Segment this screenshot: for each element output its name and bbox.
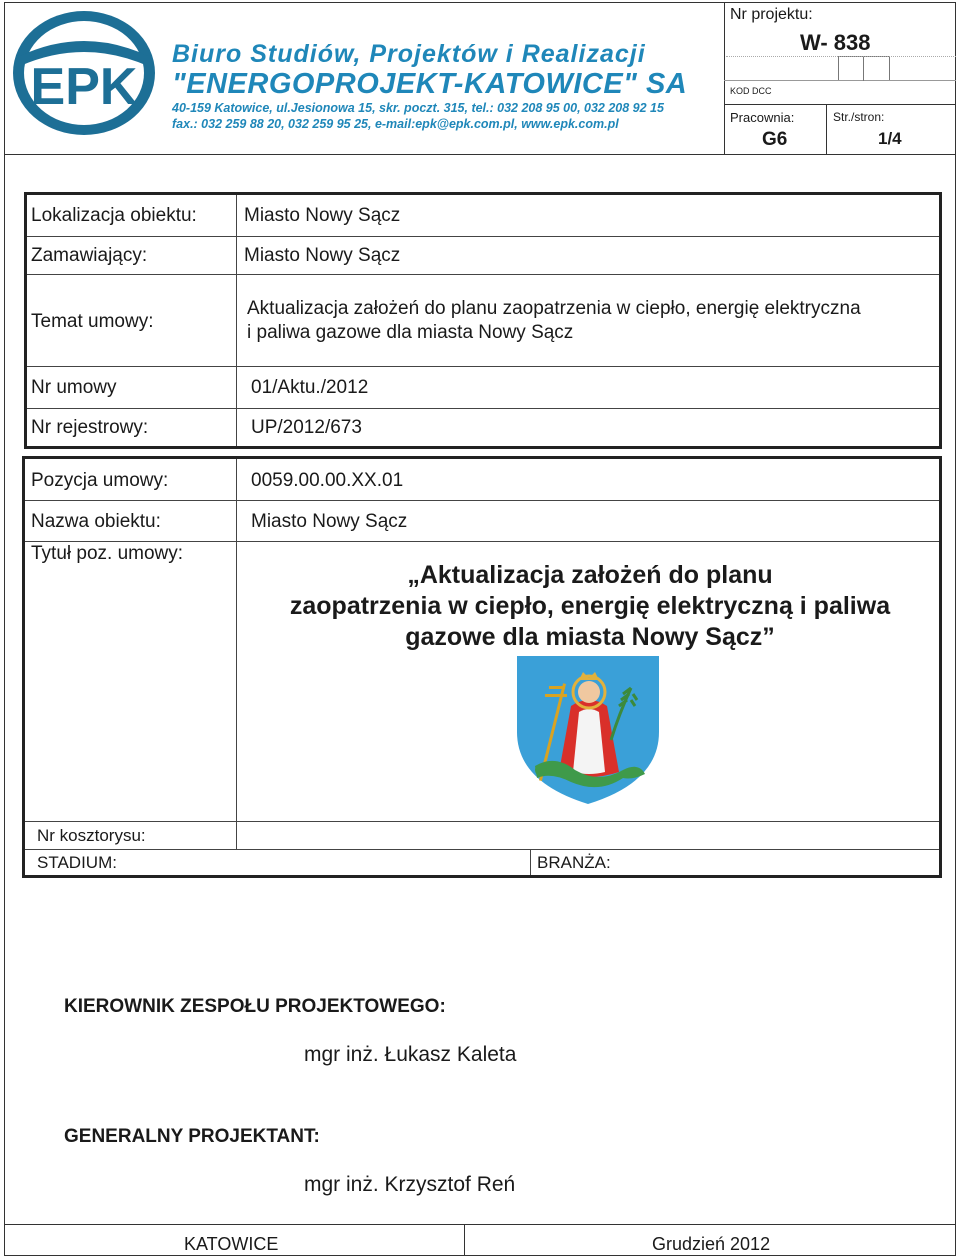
header-row-divider bbox=[724, 104, 956, 105]
nr-projektu-label: Nr projektu: bbox=[730, 6, 813, 23]
kod-dcc-label: KOD DCC bbox=[730, 86, 772, 96]
company-name: Biuro Studiów, Projektów i Realizacji bbox=[172, 40, 646, 68]
header-col-divider bbox=[826, 104, 827, 154]
temat-value-line2: i paliwa gazowe dla miasta Nowy Sącz bbox=[247, 322, 574, 343]
epk-logo bbox=[10, 8, 158, 138]
document-title-line2: zaopatrzenia w ciepło, energię elektryczną i paliwa bbox=[289, 592, 891, 620]
header-divider bbox=[724, 2, 725, 154]
document-title-line1: „Aktualizacja założeń do planu bbox=[407, 561, 773, 589]
table2-col-divider bbox=[236, 459, 237, 821]
pozycja-label: Pozycja umowy: bbox=[31, 470, 169, 491]
pozycja-value: 0059.00.00.XX.01 bbox=[251, 470, 404, 491]
strony-value: 1/4 bbox=[878, 129, 902, 148]
epk-logo-text: EPK bbox=[30, 58, 138, 116]
document-title-line3: gazowe dla miasta Nowy Sącz” bbox=[405, 623, 775, 651]
zamawiajacy-label: Zamawiający: bbox=[31, 245, 148, 266]
tytul-label: Tytuł poz. umowy: bbox=[31, 543, 184, 564]
footer-top-border bbox=[4, 1224, 956, 1225]
nr-projektu-underline bbox=[726, 56, 956, 57]
company-brand: "ENERGOPROJEKT-KATOWICE" SA bbox=[172, 68, 688, 100]
document-title bbox=[240, 560, 940, 653]
stadium-label: STADIUM: bbox=[37, 853, 117, 872]
temat-value-line1: Aktualizacja założeń do planu zaopatrzenia w ciepło, energię elektryczna bbox=[247, 298, 861, 319]
header-bottom-border bbox=[4, 154, 956, 155]
nazwa-obiektu-value: Miasto Nowy Sącz bbox=[251, 511, 408, 532]
pracownia-value: G6 bbox=[762, 129, 788, 150]
kierownik-label: KIEROWNIK ZESPOŁU PROJEKTOWEGO: bbox=[64, 996, 446, 1017]
lokalizacja-label: Lokalizacja obiektu: bbox=[31, 205, 197, 226]
zamawiajacy-value: Miasto Nowy Sącz bbox=[244, 245, 401, 266]
nazwa-obiektu-label: Nazwa obiektu: bbox=[31, 511, 161, 532]
nr-rejestrowy-label: Nr rejestrowy: bbox=[31, 417, 149, 438]
nr-kosztorysu-label: Nr kosztorysu: bbox=[37, 826, 146, 845]
lokalizacja-value: Miasto Nowy Sącz bbox=[244, 205, 401, 226]
nr-projektu-value: W- 838 bbox=[800, 30, 871, 55]
nr-umowy-value: 01/Aktu./2012 bbox=[251, 377, 369, 398]
footer-date: Grudzień 2012 bbox=[652, 1234, 771, 1254]
company-contact: fax.: 032 259 88 20, 032 259 95 25, e-mail:epk@epk.com.pl, www.epk.com.pl bbox=[172, 117, 619, 131]
contract-info-table bbox=[24, 192, 942, 449]
kod-dcc-line bbox=[724, 80, 956, 81]
company-block bbox=[172, 40, 722, 132]
strony-label: Str./stron: bbox=[833, 110, 885, 124]
generalny-name: mgr inż. Krzysztof Reń bbox=[304, 1173, 516, 1196]
pracownia-label: Pracownia: bbox=[730, 110, 795, 125]
footer-city: KATOWICE bbox=[184, 1234, 279, 1254]
company-address: 40-159 Katowice, ul.Jesionowa 15, skr. poczt. 315, tel.: 032 208 95 00, 032 208 92 15 bbox=[172, 101, 664, 115]
kierownik-name: mgr inż. Łukasz Kaleta bbox=[304, 1043, 517, 1066]
branza-label: BRANŻA: bbox=[537, 853, 611, 872]
kod-dcc-cells bbox=[838, 56, 890, 80]
nr-rejestrowy-value: UP/2012/673 bbox=[251, 417, 362, 438]
footer-divider bbox=[464, 1224, 465, 1256]
nr-umowy-label: Nr umowy bbox=[31, 377, 117, 398]
coat-of-arms-icon bbox=[515, 654, 661, 806]
temat-label: Temat umowy: bbox=[31, 311, 154, 332]
generalny-label: GENERALNY PROJEKTANT: bbox=[64, 1126, 320, 1147]
